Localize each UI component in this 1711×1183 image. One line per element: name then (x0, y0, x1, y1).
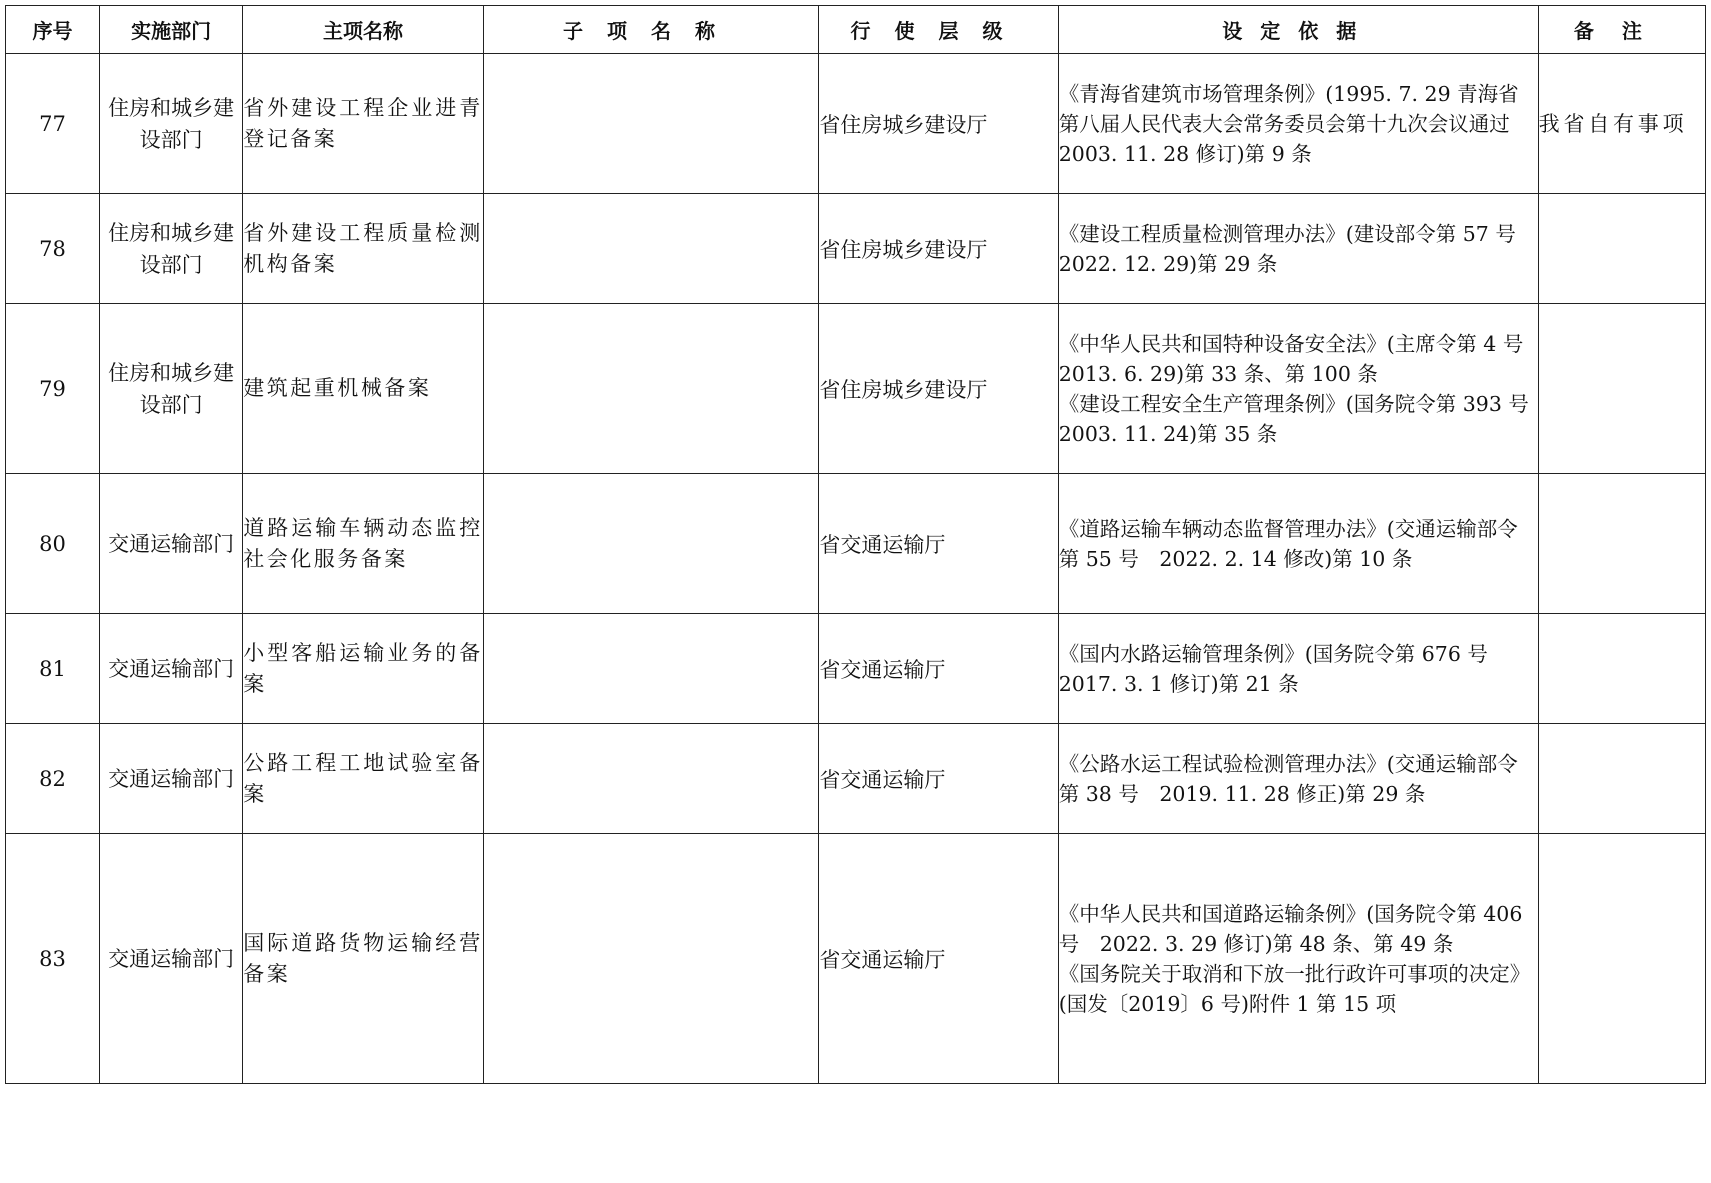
row-note (1538, 194, 1705, 304)
header-main: 主项名称 (243, 6, 484, 54)
row-num: 80 (6, 474, 100, 614)
row-sub-item (483, 834, 819, 1084)
header-note: 备注 (1538, 6, 1705, 54)
row-num: 79 (6, 304, 100, 474)
header-sub: 子项名称 (483, 6, 819, 54)
header-num: 序号 (6, 6, 100, 54)
row-main-item: 道路运输车辆动态监控社会化服务备案 (243, 474, 484, 614)
row-level: 省交通运输厅 (819, 474, 1058, 614)
items-table (5, 5, 1706, 1084)
row-note (1538, 834, 1705, 1084)
header-dept: 实施部门 (100, 6, 243, 54)
row-basis (1058, 724, 1538, 834)
row-level: 省住房城乡建设厅 (819, 194, 1058, 304)
row-level: 省交通运输厅 (819, 724, 1058, 834)
row-main-item: 小型客船运输业务的备案 (243, 614, 484, 724)
row-num: 81 (6, 614, 100, 724)
basis-line: 《建设工程安全生产管理条例》(国务院令第 393 号 2003. 11. 24)第 35 条 (1058, 391, 1550, 446)
row-num: 83 (6, 834, 100, 1084)
row-dept: 住房和城乡建设部门 (100, 194, 243, 304)
row-dept: 交通运输部门 (100, 834, 243, 1084)
row-dept: 住房和城乡建设部门 (100, 54, 243, 194)
row-sub-item (483, 724, 819, 834)
row-basis (1058, 474, 1538, 614)
row-dept: 交通运输部门 (100, 474, 243, 614)
table-row (6, 194, 1706, 304)
table-row (6, 474, 1706, 614)
basis-line: 《中华人民共和国道路运输条例》(国务院令第 406 号 2022. 3. 29 修订)第 48 条、第 49 条 (1058, 901, 1523, 956)
row-sub-item (483, 474, 819, 614)
row-main-item: 公路工程工地试验室备案 (243, 724, 484, 834)
row-note (1538, 614, 1705, 724)
table-row (6, 304, 1706, 474)
row-sub-item (483, 194, 819, 304)
row-level: 省住房城乡建设厅 (819, 54, 1058, 194)
table-row (6, 834, 1706, 1084)
row-level: 省住房城乡建设厅 (819, 304, 1058, 474)
row-main-item: 省外建设工程质量检测机构备案 (243, 194, 484, 304)
row-note (1538, 304, 1705, 474)
row-dept: 住房和城乡建设部门 (100, 304, 243, 474)
row-basis (1058, 304, 1550, 474)
row-sub-item (483, 304, 819, 474)
row-main-item: 省外建设工程企业进青登记备案 (243, 54, 484, 194)
row-num: 78 (6, 194, 100, 304)
basis-line: 《国务院关于取消和下放一批行政许可事项的决定》(国发〔2019〕6 号)附件 1 第 15 项 (1058, 961, 1531, 1016)
row-sub-item (483, 614, 819, 724)
row-basis (1058, 834, 1538, 1084)
row-sub-item (483, 54, 819, 194)
row-main-item: 建筑起重机械备案 (243, 304, 484, 474)
row-level: 省交通运输厅 (819, 614, 1058, 724)
basis-line: 《建设工程质量检测管理办法》(建设部令第 57 号 2022. 12. 29)第 29 条 (1058, 221, 1537, 276)
row-basis (1058, 54, 1538, 194)
table-row (6, 724, 1706, 834)
basis-line: 《公路水运工程试验检测管理办法》(交通运输部令第 38 号 2019. 11. 28 修正)第 29 条 (1058, 751, 1518, 806)
row-basis (1058, 614, 1538, 724)
row-basis (1058, 194, 1538, 304)
row-num: 77 (6, 54, 100, 194)
header-row (6, 6, 1706, 54)
row-dept: 交通运输部门 (100, 724, 243, 834)
row-level: 省交通运输厅 (819, 834, 1058, 1084)
basis-line: 《青海省建筑市场管理条例》(1995. 7. 29 青海省第八届人民代表大会常务委员会第十九次会议通过 2003. 11. 28 修订)第 9 条 (1058, 81, 1531, 166)
basis-line: 《道路运输车辆动态监督管理办法》(交通运输部令第 55 号 2022. 2. 14 修改)第 10 条 (1058, 516, 1518, 571)
row-note (1538, 474, 1705, 614)
row-num: 82 (6, 724, 100, 834)
table-row (6, 614, 1706, 724)
table-row (6, 54, 1706, 194)
row-main-item: 国际道路货物运输经营备案 (243, 834, 484, 1084)
header-level: 行使层级 (819, 6, 1058, 54)
row-note: 我省自有事项 (1538, 54, 1705, 194)
row-note (1538, 724, 1705, 834)
basis-line: 《中华人民共和国特种设备安全法》(主席令第 4 号 2013. 6. 29)第 33 条、第 100 条 (1058, 331, 1544, 386)
row-dept: 交通运输部门 (100, 614, 243, 724)
basis-line: 《国内水路运输管理条例》(国务院令第 676 号 2017. 3. 1 修订)第 21 条 (1058, 641, 1509, 696)
header-basis: 设定依据 (1058, 6, 1538, 54)
